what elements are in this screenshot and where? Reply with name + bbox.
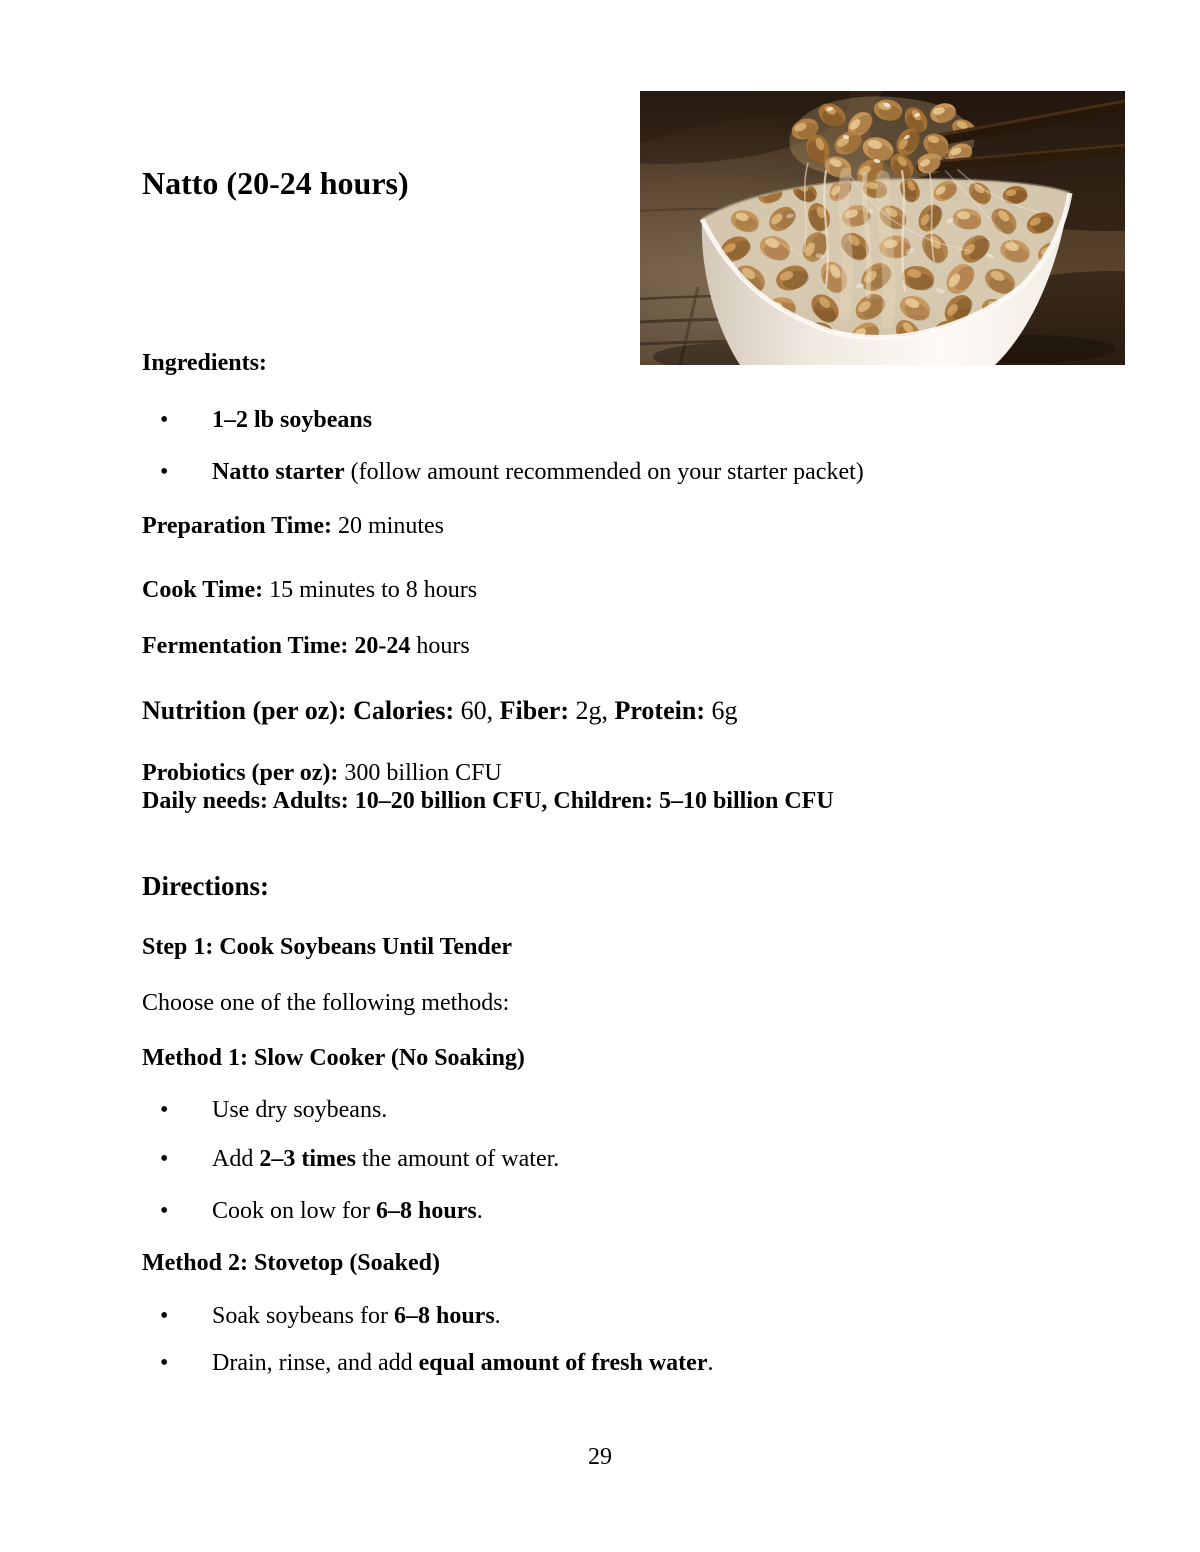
ingredient-item [160, 406, 372, 434]
method1-bullet [160, 1197, 483, 1225]
bullet-text: . [494, 1303, 501, 1329]
step1-heading: Step 1: Cook Soybeans Until Tender [142, 934, 513, 960]
method2-bullet [160, 1349, 713, 1377]
bullet-text-bold: 6–8 hours [393, 1303, 495, 1329]
nutrition-line [142, 696, 737, 726]
probiotics-block [142, 759, 834, 815]
nutrition-label: Nutrition (per oz): Calories: [142, 696, 455, 725]
protein-value: 6g [704, 696, 738, 725]
nutrition-value: 60, [454, 696, 500, 725]
directions-heading: Directions: [142, 871, 269, 901]
bullet-text: . [476, 1198, 483, 1224]
bullet-marker: • [160, 1146, 169, 1172]
probiotics-label: Probiotics (per oz): [142, 760, 339, 786]
ingredient-text-bold: Natto starter [212, 459, 345, 485]
bullet-text-bold: 2–3 times [259, 1146, 356, 1172]
protein-label: Protein: [614, 696, 705, 725]
method2-heading: Method 2: Stovetop (Soaked) [142, 1250, 440, 1276]
bullet-text: . [707, 1350, 714, 1376]
ingredient-text-bold: 1–2 lb soybeans [212, 407, 373, 433]
fermentation-time-value: hours [410, 633, 470, 659]
prep-time-value: 20 minutes [331, 513, 444, 539]
fermentation-time-label: Fermentation Time: 20-24 [142, 633, 411, 659]
ingredient-item [160, 458, 864, 486]
method1-bullet [160, 1096, 387, 1124]
bullet-text: Soak soybeans for [212, 1303, 394, 1329]
choose-methods-line: Choose one of the following methods: [142, 990, 510, 1016]
bullet-text-bold: 6–8 hours [376, 1198, 477, 1224]
bullet-text: Drain, rinse, and add [212, 1350, 419, 1376]
bullet-marker: • [160, 1303, 169, 1329]
prep-time-label: Preparation Time: [142, 513, 332, 539]
bullet-marker: • [160, 1350, 169, 1376]
cook-time-value: 15 minutes to 8 hours [263, 577, 478, 603]
daily-needs-line: Daily needs: Adults: 10–20 billion CFU, Children: 5–10 billion CFU [142, 788, 834, 814]
bullet-text: Add [212, 1146, 260, 1172]
cook-time-label: Cook Time: [142, 577, 264, 603]
method2-bullet [160, 1302, 501, 1330]
fiber-value: 2g, [568, 696, 615, 725]
probiotics-line [142, 759, 834, 787]
page-number: 29 [588, 1444, 612, 1470]
bullet-marker: • [160, 407, 169, 433]
ingredient-text: (follow amount recommended on your starter packet) [344, 459, 864, 485]
prep-time-line [142, 512, 444, 540]
bullet-text: Cook on low for [212, 1198, 376, 1224]
bullet-marker: • [160, 1198, 169, 1224]
bullet-marker: • [160, 1097, 169, 1123]
natto-photo-illustration [640, 91, 1125, 365]
fiber-label: Fiber: [499, 696, 569, 725]
page-title: Natto (20-24 hours) [142, 165, 409, 202]
ingredients-heading: Ingredients: [142, 350, 267, 376]
cook-time-line [142, 576, 477, 604]
bullet-text-bold: equal amount of fresh water [418, 1350, 708, 1376]
fermentation-time-line [142, 632, 470, 660]
bullet-text: the amount of water. [356, 1146, 560, 1172]
probiotics-value: 300 billion CFU [338, 760, 502, 786]
bullet-text: Use dry soybeans. [212, 1097, 388, 1123]
bullet-marker: • [160, 459, 169, 485]
method1-bullet [160, 1145, 559, 1173]
method1-heading: Method 1: Slow Cooker (No Soaking) [142, 1045, 525, 1071]
natto-photo [640, 91, 1125, 365]
